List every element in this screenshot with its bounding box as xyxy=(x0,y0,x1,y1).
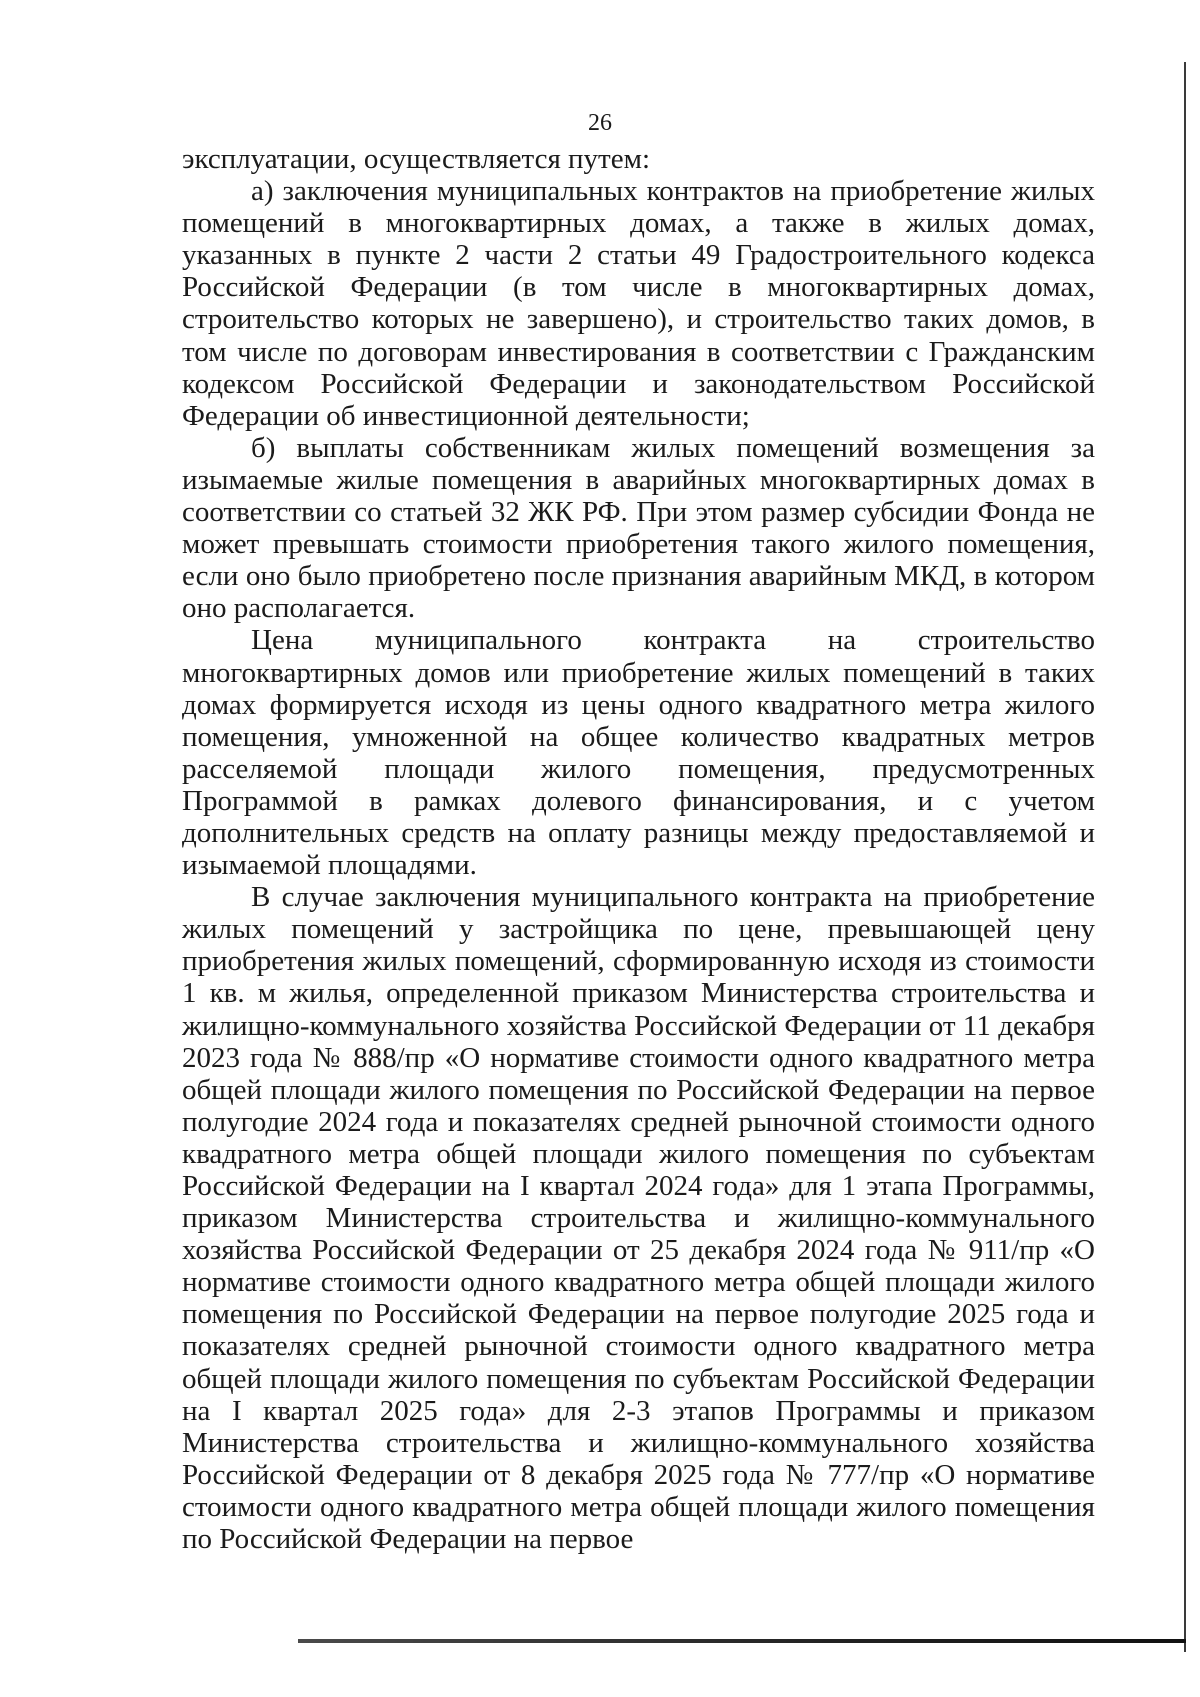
paragraph-item-b: б) выплаты собственникам жилых помещений возмещения за изымаемые жилые помещения в аварийных многоквартирных домах в соответствии со статьей 32 ЖК РФ. При этом размер субсидии Фонда не может превышать стоимости приобретения такого жилого помещения, если оно было приобретено после признания аварийным МКД, в котором оно располагается. xyxy=(182,431,1095,625)
scan-bottom-edge-line xyxy=(298,1639,1186,1643)
scan-right-edge-line xyxy=(1184,62,1186,1652)
page-number: 26 xyxy=(588,110,612,136)
paragraph-continuation: эксплуатации, осуществляется путем: xyxy=(182,143,651,175)
paragraph-contract-price: Цена муниципального контракта на строительство многоквартирных домов или приобретение жилых помещений в таких домах формируется исходя из цены одного квадратного метра жилого помещения, умноженной на общее количество квадратных метров расселяемой площади жилого помещения, предусмотренных Программой в рамках долевого финансирования, и с учетом дополнительных средств на оплату разницы между предоставляемой и изымаемой площадями. xyxy=(182,624,1095,882)
paragraph-item-a: а) заключения муниципальных контрактов на приобретение жилых помещений в многоквартирных домах, а также в жилых домах, указанных в пункте 2 части 2 статьи 49 Градостроительного кодекса Российской Федерации (в том числе в многоквартирных домах, строительство которых не завершено), и строительство таких домов, в том числе по договорам инвестирования в соответствии с Гражданским кодексом Российской Федерации и законодательством Российской Федерации об инвестиционной деятельности; xyxy=(182,175,1095,432)
body-text xyxy=(182,143,1095,1555)
paragraph-contract-conditions: В случае заключения муниципального контракта на приобретение жилых помещений у застройщика по цене, превышающей цену приобретения жилых помещений, сформированную исходя из стоимости 1 кв. м жилья, определенной приказом Министерства строительства и жилищно-коммунального хозяйства Российской Федерации от 11 декабря 2023 года № 888/пр «О нормативе стоимости одного квадратного метра общей площади жилого помещения по Российской Федерации на первое полугодие 2024 года и показателях средней рыночной стоимости одного квадратного метра общей площади жилого помещения по субъектам Российской Федерации на I квартал 2024 года» для 1 этапа Программы, приказом Министерства строительства и жилищно-коммунального хозяйства Российской Федерации от 25 декабря 2024 года № 911/пр «О нормативе стоимости одного квадратного метра общей площади жилого помещения по Российской Федерации на первое полугодие 2025 года и показателях средней рыночной стоимости одного квадратного метра общей площади жилого помещения по субъектам Российской Федерации на I квартал 2025 года» для 2-3 этапов Программы и приказом Министерства строительства и жилищно-коммунального хозяйства Российской Федерации от 8 декабря 2025 года № 777/пр «О нормативе стоимости одного квадратного метра общей площади жилого помещения по Российской Федерации на первое xyxy=(182,881,1095,1556)
